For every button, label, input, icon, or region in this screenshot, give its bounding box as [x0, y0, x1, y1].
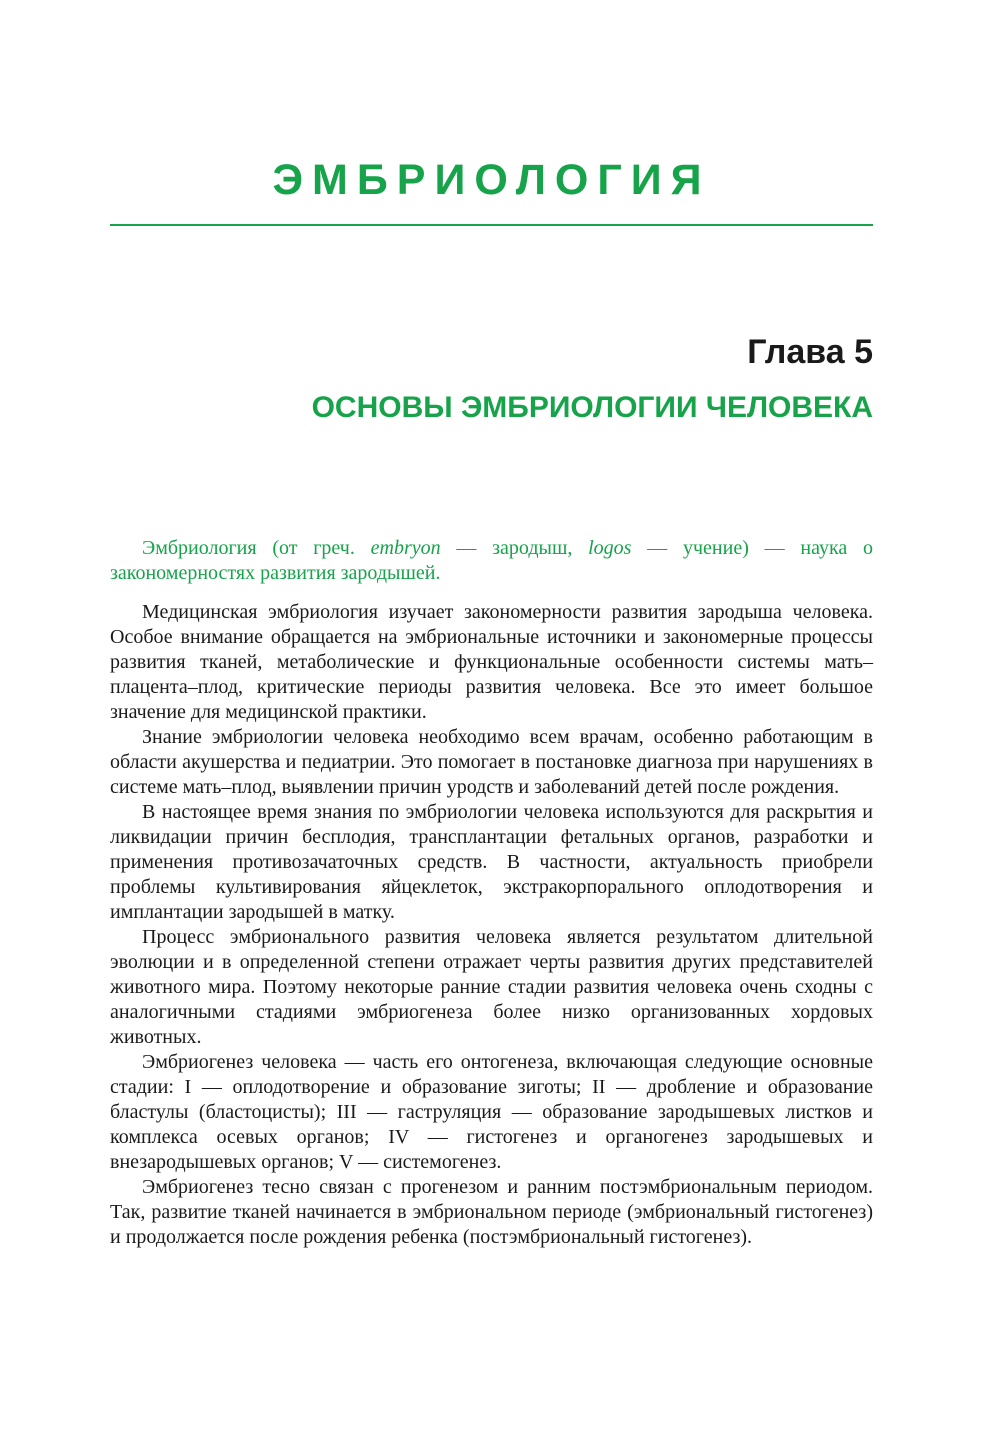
- definition-term-logos: logos: [588, 537, 632, 559]
- chapter-body: [110, 536, 873, 1250]
- body-paragraph-3: В настоящее время знания по эмбриологии человека используются для раскрытия и ликвидации причин бесплодия, трансплантации фетальных органов, разработки и применения противозачаточных средств. В частности, актуальность приобрели проблемы культивирования яйцеклеток, экстракорпорального оплодотворения и имплантации зародышей в матку.: [110, 801, 873, 923]
- body-paragraph-1: Медицинская эмбриология изучает закономерности развития зародыша человека. Особое внимание обращается на эмбриональные источники и закономерные процессы развития тканей, метаболические и функциональные особенности системы мать–плацента–плод, критические периоды развития человека. Все это имеет большое значение для медицинской практики.: [110, 601, 873, 723]
- definition-text-2: — зародыш,: [440, 537, 589, 559]
- body-paragraph-4: Процесс эмбрионального развития человека является результатом длительной эволюции и в определенной степени отражает черты развития других представителей животного мира. Поэтому некоторые ранние стадии развития человека очень сходны с аналогичными стадиями эмбриогенеза более низко организованных хордовых животных.: [110, 926, 873, 1048]
- definition-term-embryon: embryon: [370, 537, 441, 559]
- definition-text-3: — учение) — наука о закономерностях развития зародышей.: [110, 537, 873, 584]
- section-divider: [110, 224, 873, 226]
- definition-text-1: Эмбриология (от греч.: [142, 537, 371, 559]
- body-paragraph-6: Эмбриогенез тесно связан с прогенезом и ранним постэмбриональным периодом. Так, развитие тканей начинается в эмбриональном периоде (эмбриональный гистогенез) и продолжается после рождения ребенка (постэмбриональный гистогенез).: [110, 1176, 873, 1248]
- body-paragraph-2: Знание эмбриологии человека необходимо всем врачам, особенно работающим в области акушерства и педиатрии. Это помогает в постановке диагноза при нарушениях в системе мать–плод, выявлении причин уродств и заболеваний детей после рождения.: [110, 726, 873, 798]
- definition-paragraph: [110, 536, 873, 586]
- body-paragraph-5: Эмбриогенез человека — часть его онтогенеза, включающая следующие основные стадии: I — оплодотворение и образование зиготы; II — дробление и образование бластулы (бластоцисты); III — гаструляция — образование зародышевых листков и комплекса осевых органов; IV — гистогенез и органогенез зародышевых и внезародышевых органов; V — системогенез.: [110, 1051, 873, 1173]
- chapter-number: Глава 5: [747, 333, 873, 371]
- section-title: ЭМБРИОЛОГИЯ: [272, 156, 711, 204]
- chapter-title: ОСНОВЫ ЭМБРИОЛОГИИ ЧЕЛОВЕКА: [311, 391, 873, 424]
